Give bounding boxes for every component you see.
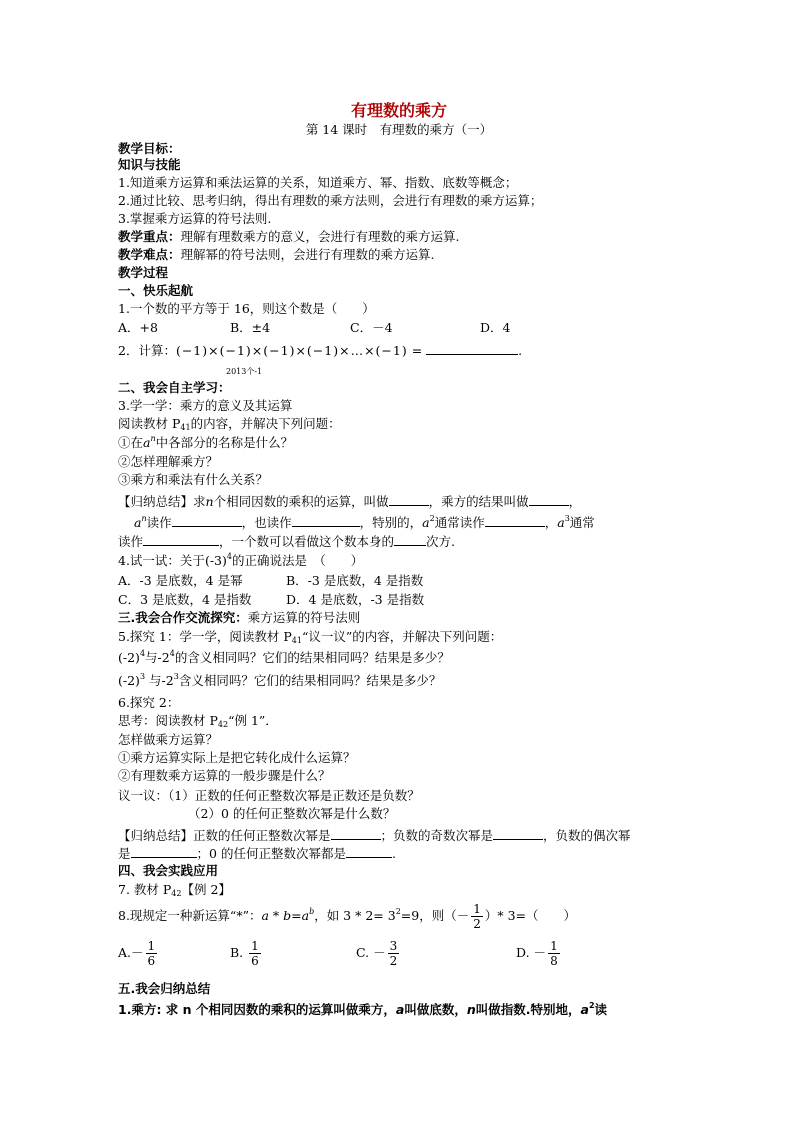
s2-question-3: ③乘方和乘法有什么关系？ <box>118 472 269 487</box>
q8-option-b: B. $\frac{1}{6}$ <box>230 939 259 968</box>
q4-option-a: A．-3 是底数，4 是幂 <box>118 573 243 588</box>
q6-item-1: ①乘方运算实际上是把它转化成什么运算？ <box>118 750 356 765</box>
summary-5: 是 ；0 的任何正整数次幂都是 . <box>118 846 396 861</box>
q8-option-d: D. － $\frac{1}{8}$ <box>516 939 558 968</box>
goal-3: 3.掌握乘方运算的符号法则. <box>118 211 272 226</box>
section-1-heading: 一、快乐起航 <box>118 283 194 298</box>
q4-option-d: D．4 是底数，-3 是指数 <box>286 592 425 607</box>
goal-2: 2.通过比较、思考归纳，得出有理数的乘方法则，会进行有理数的乘方运算； <box>118 193 543 208</box>
q6-how: 怎样做乘方运算？ <box>118 732 219 747</box>
final-definition: 1.乘方: 求 n 个相同因数的乘积的运算叫做乘方，a叫做底数，n叫做指数.特别地，$a^2$读 <box>118 1001 608 1017</box>
question-2: 2．计算：(−1)×(−1)×(−1)×(−1)×…×(−1) = . <box>118 343 523 358</box>
q1-option-d: D．4 <box>480 320 511 335</box>
summary-3: 读作 ，一个数可以看做这个数本身的 次方. <box>118 534 456 549</box>
question-7: 7. 教材 $P_{42}$【例 2】 <box>118 882 231 898</box>
section-2-heading: 二、我会自主学习： <box>118 380 231 395</box>
question-4: 4.试一试：关于$(-3)^4$的正确说法是 （ ） <box>118 552 364 568</box>
key-point: 教学重点：理解有理数乘方的意义，会进行有理数的乘方运算. <box>118 229 460 244</box>
section-4-heading: 四、我会实践应用 <box>118 863 219 878</box>
question-1: 1.一个数的平方等于 16，则这个数是（ ） <box>118 301 375 316</box>
s2-line-2: 阅读教材 $P_{41}$的内容，并解决下列问题： <box>118 416 341 432</box>
page-subtitle: 第 14 课时 有理数的乘方（一） <box>305 122 493 137</box>
discuss-1: 议一议：（1）正数的任何正整数次幂是正数还是负数？ <box>118 788 420 803</box>
process-header: 教学过程 <box>118 265 169 280</box>
difficulty-point: 教学难点：理解幂的符号法则，会进行有理数的乘方运算. <box>118 247 435 262</box>
goals-header: 教学目标： <box>118 141 181 156</box>
q1-option-a: A．+8 <box>118 320 158 335</box>
section-3-heading: 三.我会合作交流探究：乘方运算的符号法则 <box>118 610 361 625</box>
q4-option-b: B．-3 是底数，4 是指数 <box>286 573 424 588</box>
summary-4: 【归纳总结】正数的任何正整数次幂是 ；负数的奇数次幂是 ，负数的偶次幂 <box>118 828 631 843</box>
section-5-heading: 五.我会归纳总结 <box>118 981 211 996</box>
s2-question-1: ①在$a^n$中各部分的名称是什么？ <box>118 434 294 450</box>
summary-2: $a^n$读作 ，也读作 ，特别的，$a^2$通常读作 ，$a^3$通常 <box>134 514 595 530</box>
q8-option-a: A.－ $\frac{1}{6}$ <box>118 939 156 968</box>
q1-option-b: B．±4 <box>230 320 271 335</box>
q6-think: 思考：阅读教材 $P_{42}“$例 1”． <box>118 713 278 729</box>
q2-underbrace-label: 2013个-1 <box>226 367 263 376</box>
s2-line-1: 3.学一学：乘方的意义及其运算 <box>118 398 293 413</box>
q8-option-c: C. － $\frac{3}{2}$ <box>356 939 398 968</box>
discuss-2: （2）0 的任何正整数次幂是什么数？ <box>188 806 396 821</box>
knowledge-header: 知识与技能 <box>118 157 181 172</box>
q5-part-b: $(-2)^3$ 与$-2^3$含义相同吗？它们的结果相同吗？结果是多少？ <box>118 672 442 688</box>
q6-item-2: ②有理数乘方运算的一般步骤是什么？ <box>118 768 331 783</box>
q1-option-c: C．－4 <box>350 320 393 335</box>
question-8: 8.现规定一种新运算“*”：$a * b=a^b$，如 $3 * 2= 3^2=9$，则（－ $\frac{1}{2}$ ）* 3=（ ） <box>118 902 577 931</box>
summary-1: 【归纳总结】求n个相同因数的乘积的运算，叫做 ，乘方的结果叫做 ， <box>118 494 582 509</box>
goal-1: 1.知道乘方运算和乘法运算的关系，知道乘方、幂、指数、底数等概念； <box>118 175 518 190</box>
q4-option-c: C．3 是底数，4 是指数 <box>118 592 252 607</box>
s2-question-2: ②怎样理解乘方？ <box>118 454 219 469</box>
question-6: 6.探究 2： <box>118 695 180 710</box>
q5-part-a: $(-2)^4$与$-2^4$的含义相同吗？它们的结果相同吗？结果是多少？ <box>118 649 450 665</box>
page-title: 有理数的乘方 <box>350 101 447 120</box>
question-5: 5.探究 1：学一学，阅读教材 $P_{41}“$议一议”的内容，并解决下列问题： <box>118 629 503 645</box>
